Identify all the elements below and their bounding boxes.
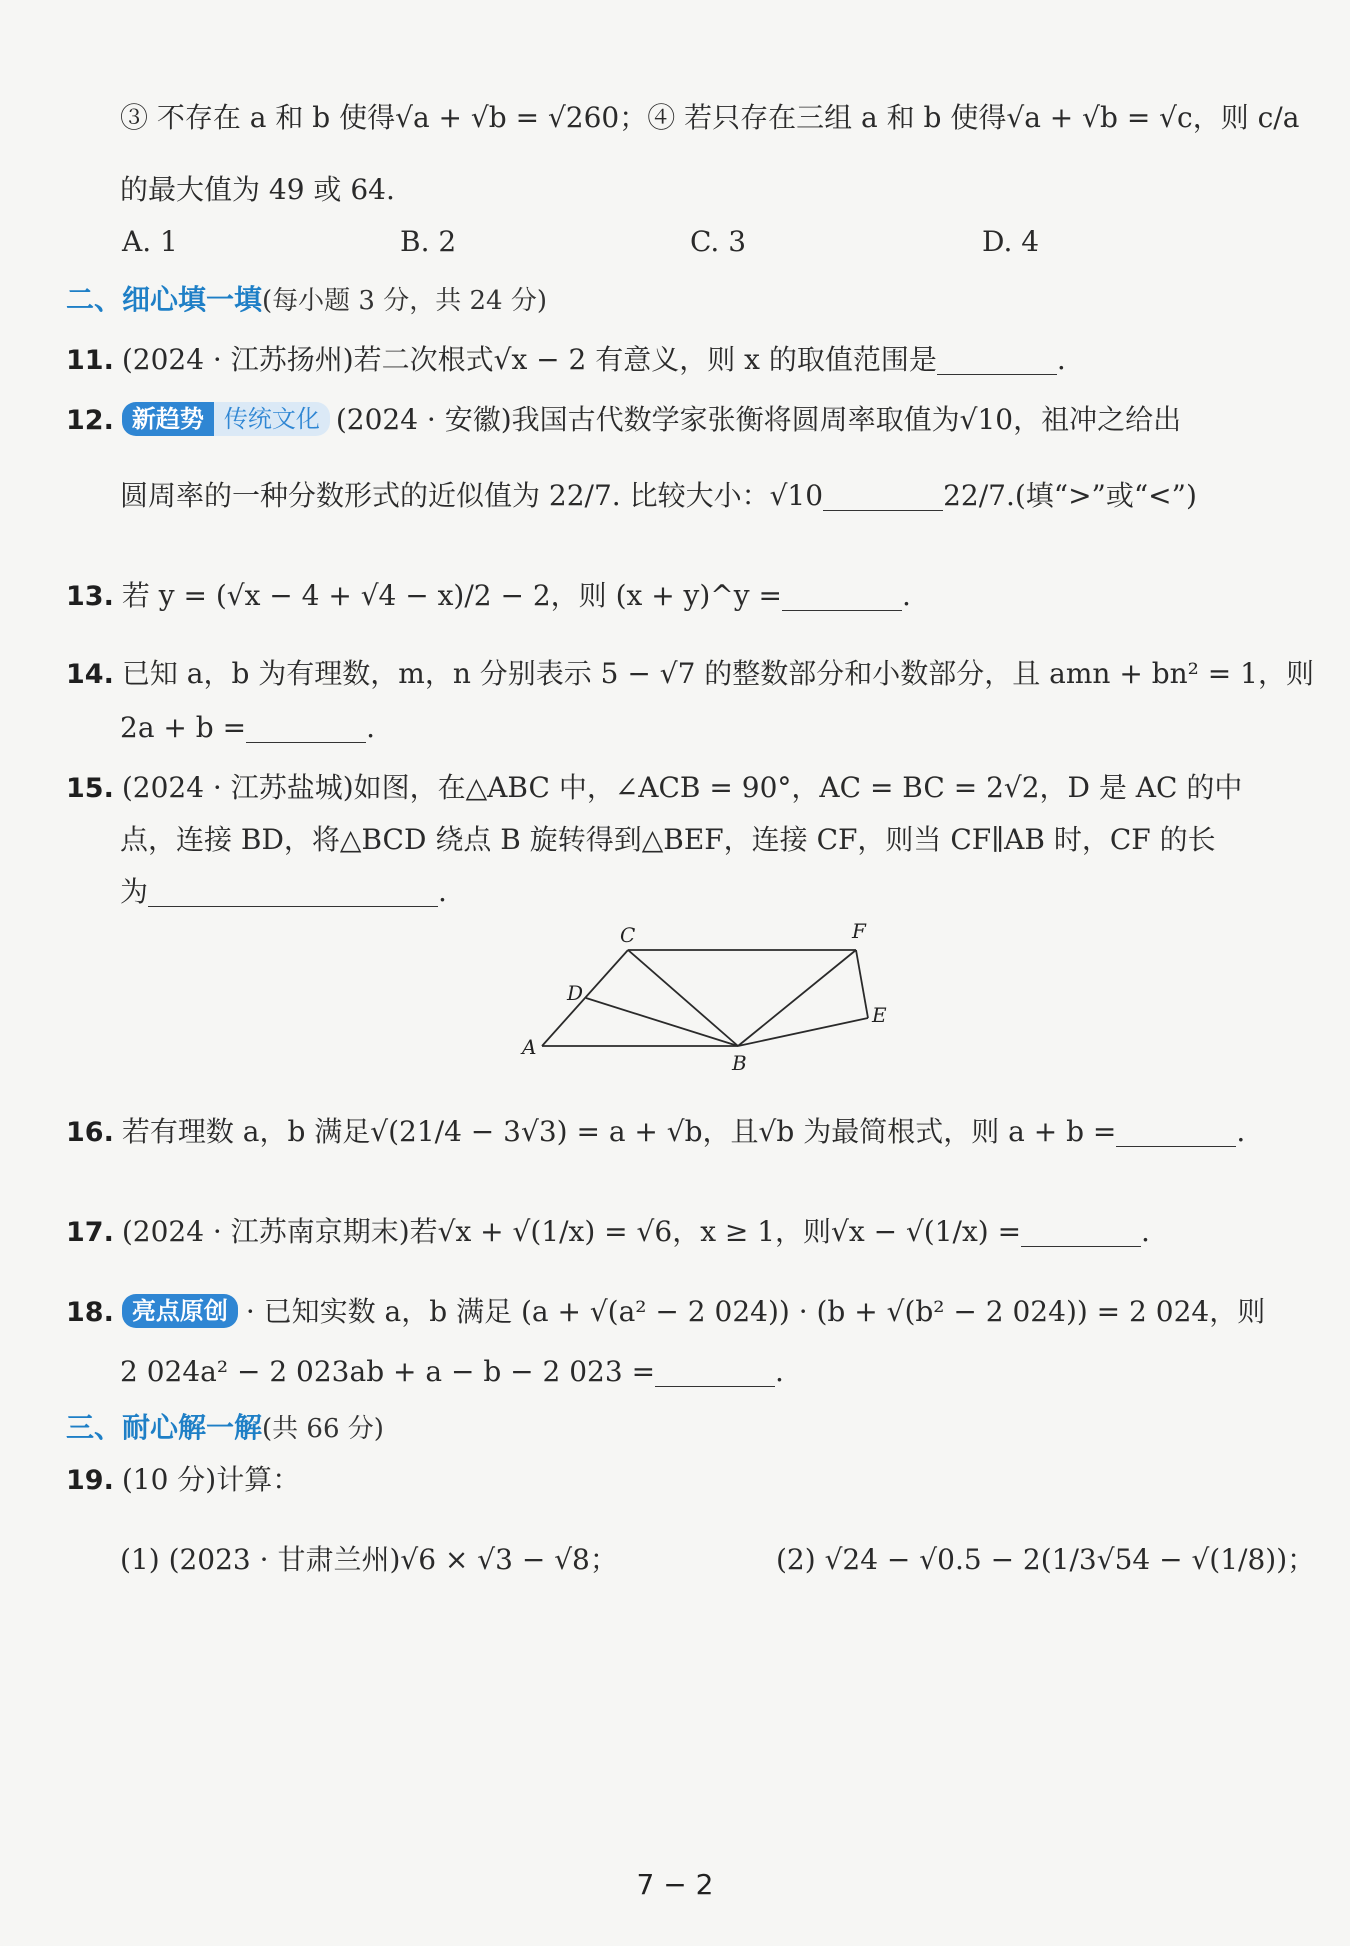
choice-b: B. 2 — [400, 225, 457, 258]
segment-ac — [542, 950, 628, 1046]
question-18-line2 — [120, 1352, 784, 1392]
answer-blank[interactable] — [823, 480, 943, 511]
question-13 — [66, 576, 911, 617]
label-f: F — [852, 920, 866, 943]
answer-blank[interactable] — [937, 344, 1057, 375]
question-15-line1 — [66, 768, 1242, 809]
question-19 — [66, 1460, 300, 1501]
question-text: · 已知实数 a，b 满足 (a + √(a² − 2 024)) · (b + √(b² − 2 024)) = 2 024，则 — [245, 1295, 1266, 1328]
question-12-line1 — [66, 400, 1181, 441]
question-12-line2 — [120, 476, 1197, 516]
question-text: 2 024a² − 2 023ab + a − b − 2 023 = — [120, 1355, 656, 1388]
question-16 — [66, 1112, 1245, 1153]
question-number: 14. — [66, 659, 114, 690]
label-d: D — [567, 981, 584, 1005]
answer-blank[interactable] — [655, 1356, 775, 1387]
question-text: (2024 · 江苏盐城)如图，在△ABC 中，∠ACB = 90°，AC = BC = 2√2，D 是 AC 的中 — [121, 771, 1243, 804]
segment-be — [738, 1018, 868, 1046]
question-text: (2024 · 江苏南京期末)若√x + √(1/x) = √6，x ≥ 1，则√x − √(1/x) = — [121, 1215, 1022, 1248]
question-end: . — [1141, 1215, 1150, 1248]
question-text: 为 — [120, 875, 149, 908]
segment-db — [586, 998, 738, 1046]
question-19-part2: (2) √24 − √0.5 − 2(1/3√54 − √(1/8))； — [776, 1543, 1316, 1576]
question-text: 已知 a，b 为有理数，m，n 分别表示 5 − √7 的整数部分和小数部分，且 amn + bn² = 1，则 — [121, 657, 1314, 690]
label-e: E — [872, 1003, 887, 1027]
geometry-figure — [510, 920, 910, 1070]
answer-blank[interactable] — [148, 876, 438, 907]
question-text-end: 22/7.(填“>”或“<”) — [943, 479, 1197, 512]
question-text: (2024 · 安徽)我国古代数学家张衡将圆周率取值为√10，祖冲之给出 — [335, 403, 1182, 436]
question-text: 2a + b = — [120, 711, 247, 744]
answer-blank[interactable] — [246, 712, 366, 743]
segment-bf — [738, 950, 856, 1046]
question-number: 17. — [66, 1217, 114, 1248]
question-number: 13. — [66, 581, 114, 612]
question-end: . — [901, 579, 911, 612]
question-text: (10 分)计算： — [121, 1463, 301, 1496]
question-14-line2 — [120, 708, 375, 748]
choice-d: D. 4 — [982, 225, 1040, 258]
question-19-part1: (1) (2023 · 甘肃兰州)√6 × √3 − √8； — [120, 1543, 618, 1576]
section-2-title: 二、细心填一填 — [66, 283, 263, 316]
question-text: 圆周率的一种分数形式的近似值为 22/7. 比较大小：√10 — [120, 479, 824, 512]
choice-c: C. 3 — [690, 225, 747, 258]
segment-cb — [628, 950, 738, 1046]
question-18-line1 — [66, 1292, 1265, 1333]
question-text: 若 y = (√x − 4 + √4 − x)/2 − 2，则 (x + y)^y = — [121, 579, 782, 612]
segment-fe — [856, 950, 868, 1018]
page-number: 7 − 2 — [636, 1868, 714, 1901]
question-end: . — [438, 875, 447, 908]
question-number: 15. — [66, 773, 114, 804]
answer-blank[interactable] — [782, 580, 902, 611]
answer-blank[interactable] — [1021, 1216, 1141, 1247]
answer-blank[interactable] — [1116, 1116, 1236, 1147]
badge-original-highlight: 亮点原创 — [122, 1294, 238, 1328]
question-number: 11. — [66, 345, 114, 376]
question-14-line1 — [66, 654, 1314, 695]
choice-a: A. 1 — [122, 225, 178, 258]
question-15-line3 — [120, 872, 447, 912]
label-c: C — [620, 923, 636, 947]
question-end: . — [1056, 343, 1066, 376]
question-17 — [66, 1212, 1150, 1253]
label-a: A — [522, 1035, 537, 1059]
section-2-heading — [66, 278, 547, 318]
section-3-title: 三、耐心解一解 — [66, 1411, 263, 1444]
section-3-subtitle: (共 66 分) — [262, 1414, 384, 1444]
badge-new-trend: 新趋势 — [122, 402, 214, 436]
question-15-line2: 点，连接 BD，将△BCD 绕点 B 旋转得到△BEF，连接 CF，则当 CF∥AB 时，CF 的长 — [120, 823, 1216, 856]
label-b: B — [732, 1051, 747, 1070]
question-number: 12. — [66, 405, 114, 436]
question-end: . — [366, 711, 375, 744]
question-number: 18. — [66, 1297, 114, 1328]
question-text: (2024 · 江苏扬州)若二次根式√x − 2 有意义，则 x 的取值范围是 — [121, 343, 937, 376]
question-number: 16. — [66, 1117, 114, 1148]
question-text: 若有理数 a，b 满足√(21/4 − 3√3) = a + √b，且√b 为最简根式，则 a + b = — [121, 1115, 1117, 1148]
question-11 — [66, 340, 1066, 381]
q10-statement-line1: ③ 不存在 a 和 b 使得√a + √b = √260；④ 若只存在三组 a 和 b 使得√a + √b = √c，则 c/a — [120, 101, 1300, 134]
q10-statement-line2: 的最大值为 49 或 64. — [120, 173, 395, 206]
question-number: 19. — [66, 1465, 114, 1496]
question-end: . — [775, 1355, 784, 1388]
section-3-heading — [66, 1406, 384, 1446]
section-2-subtitle: (每小题 3 分，共 24 分) — [262, 286, 547, 316]
badge-traditional-culture: 传统文化 — [214, 402, 330, 436]
question-end: . — [1236, 1115, 1246, 1148]
